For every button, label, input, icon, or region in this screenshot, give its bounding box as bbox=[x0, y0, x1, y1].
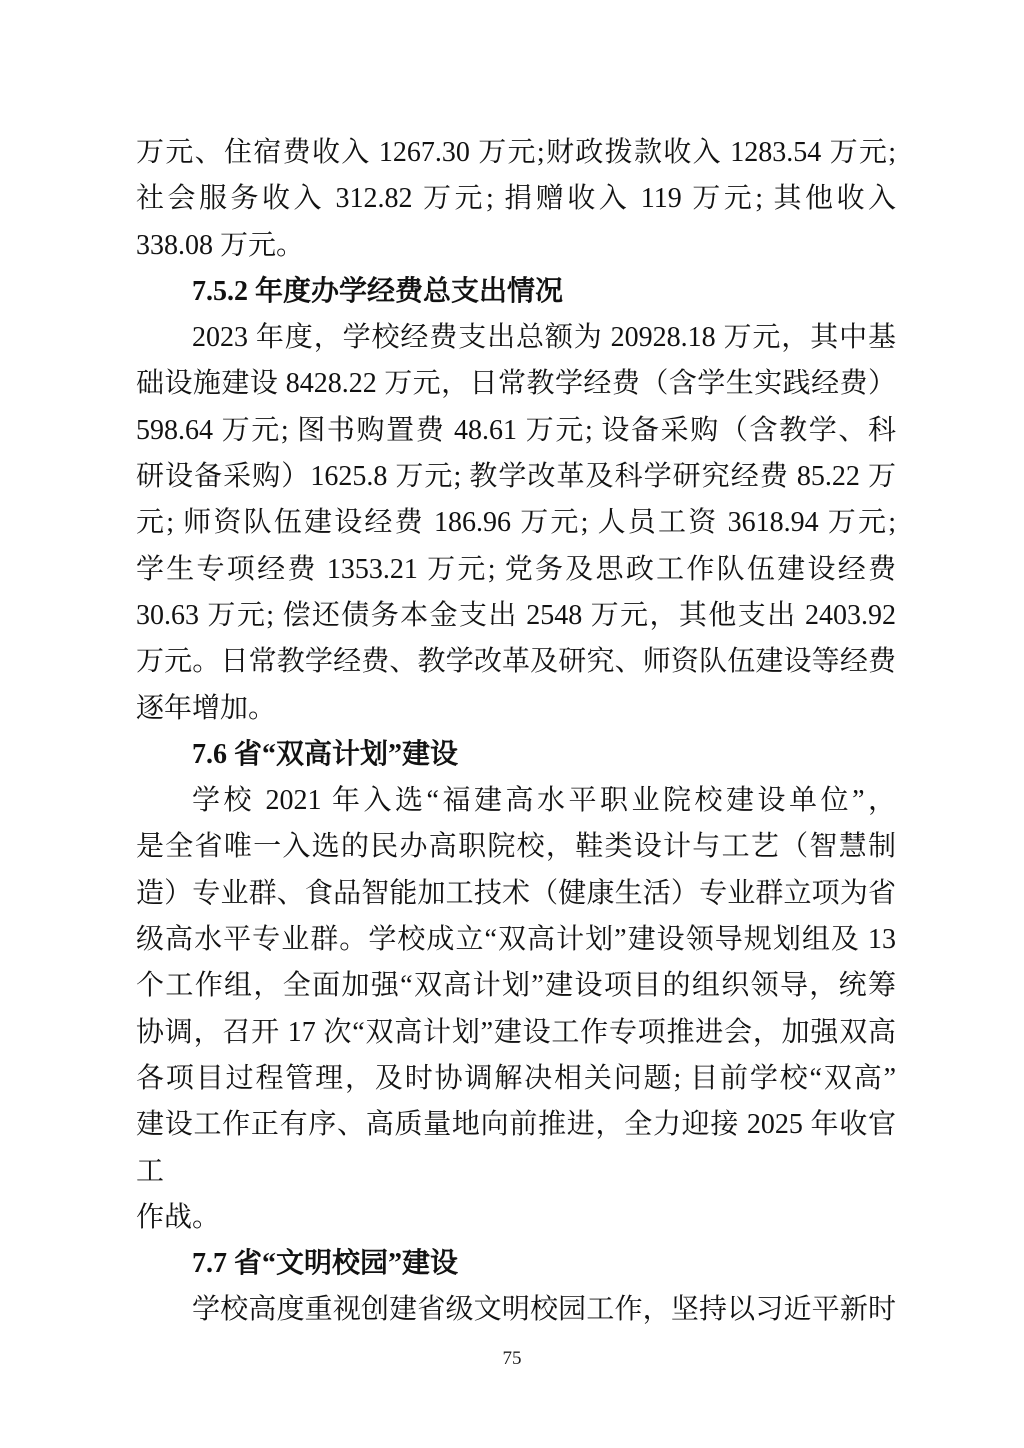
paragraph-line: 建设工作正有序、高质量地向前推进，全力迎接 2025 年收官工 bbox=[136, 1109, 896, 1187]
paragraph-line: 338.08 万元。 bbox=[136, 229, 305, 261]
paragraph-line: 学校高度重视创建省级文明校园工作，坚持以习近平新时 bbox=[192, 1294, 896, 1326]
paragraph-line: 学生专项经费 1353.21 万元; 党务及思政工作队伍建设经费 bbox=[136, 553, 896, 585]
paragraph-line: 逐年增加。 bbox=[136, 692, 277, 724]
paragraph-line: 造）专业群、食品智能加工技术（健康生活）专业群立项为省 bbox=[136, 877, 896, 909]
heading-7-6: 7.6 省“双高计划”建设 bbox=[192, 738, 459, 770]
paragraph-line: 各项目过程管理，及时协调解决相关问题; 目前学校“双高” bbox=[136, 1062, 896, 1094]
paragraph-line: 研设备采购）1625.8 万元; 教学改革及科学研究经费 85.22 万 bbox=[136, 461, 896, 493]
paragraph-line: 30.63 万元; 偿还债务本金支出 2548 万元，其他支出 2403.92 bbox=[136, 599, 896, 631]
paragraph-line: 元; 师资队伍建设经费 186.96 万元; 人员工资 3618.94 万元; bbox=[136, 507, 896, 539]
paragraph-line: 学校 2021 年入选“福建高水平职业院校建设单位”， bbox=[192, 785, 896, 817]
document-text-block bbox=[136, 130, 896, 1334]
paragraph-line: 协调，召开 17 次“双高计划”建设工作专项推进会，加强双高 bbox=[136, 1016, 896, 1048]
paragraph-line: 万元。日常教学经费、教学改革及研究、师资队伍建设等经费 bbox=[136, 646, 896, 678]
paragraph-line: 作战。 bbox=[136, 1201, 221, 1233]
paragraph-line: 级高水平专业群。学校成立“双高计划”建设领导规划组及 13 bbox=[136, 924, 896, 956]
page-number: 75 bbox=[502, 1348, 522, 1369]
paragraph-line: 2023 年度，学校经费支出总额为 20928.18 万元，其中基 bbox=[192, 322, 896, 354]
paragraph-line: 个工作组，全面加强“双高计划”建设项目的组织领导，统筹 bbox=[136, 970, 896, 1002]
paragraph-line: 万元、住宿费收入 1267.30 万元;财政拨款收入 1283.54 万元; bbox=[136, 137, 896, 168]
paragraph-line: 社会服务收入 312.82 万元; 捐赠收入 119 万元; 其他收入 bbox=[136, 183, 896, 215]
heading-7-5-2: 7.5.2 年度办学经费总支出情况 bbox=[192, 275, 564, 307]
heading-7-7: 7.7 省“文明校园”建设 bbox=[192, 1248, 459, 1280]
paragraph-line: 598.64 万元; 图书购置费 48.61 万元; 设备采购（含教学、科 bbox=[136, 414, 896, 446]
paragraph-line: 是全省唯一入选的民办高职院校，鞋类设计与工艺（智慧制 bbox=[136, 831, 896, 863]
paragraph-line: 础设施建设 8428.22 万元，日常教学经费（含学生实践经费） bbox=[136, 368, 896, 400]
